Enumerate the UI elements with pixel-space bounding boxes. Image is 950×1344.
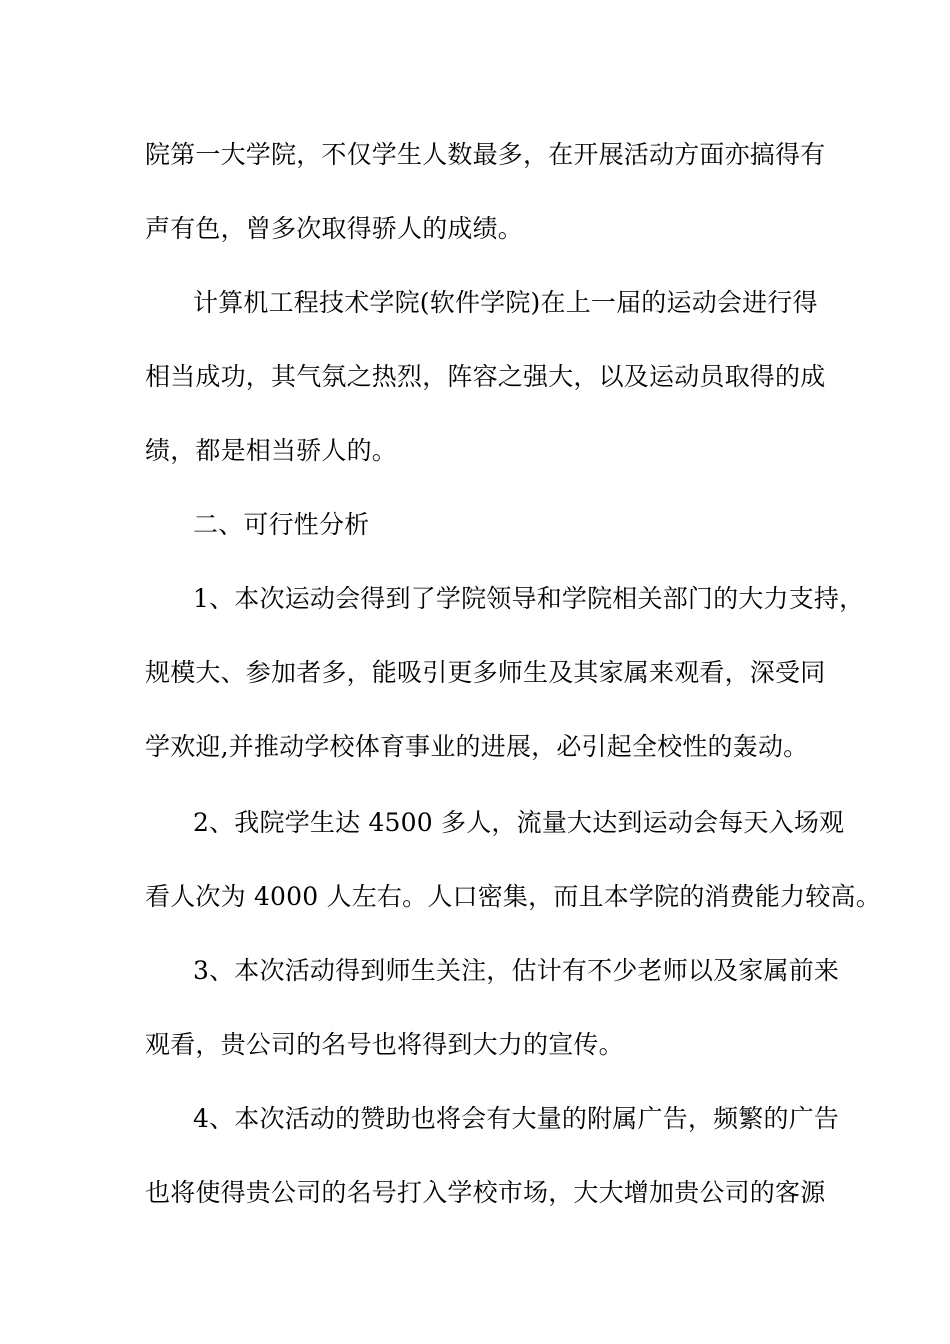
paragraph-start: 2、我院学生达 4500 多人，流量大达到运动会每天入场观 [193, 808, 845, 837]
text-line: 规模大、参加者多，能吸引更多师生及其家属来观看，深受同 [145, 658, 826, 687]
paragraph-start: 3、本次活动得到师生关注，估计有不少老师以及家属前来 [193, 956, 840, 985]
text-line: 声有色，曾多次取得骄人的成绩。 [145, 214, 524, 243]
text-line: 观看，贵公司的名号也将得到大力的宣传。 [145, 1030, 624, 1059]
text-line: 院第一大学院，不仅学生人数最多，在开展活动方面亦搞得有 [145, 140, 826, 169]
text-line: 绩，都是相当骄人的。 [145, 436, 398, 465]
section-heading: 二、可行性分析 [193, 510, 370, 539]
paragraph-start: 4、本次活动的赞助也将会有大量的附属广告，频繁的广告 [193, 1104, 840, 1133]
paragraph-start: 计算机工程技术学院(软件学院)在上一届的运动会进行得 [193, 288, 818, 317]
text-line: 学欢迎,并推动学校体育事业的进展，必引起全校性的轰动。 [145, 732, 809, 761]
text-line: 看人次为 4000 人左右。人口密集，而且本学院的消费能力较高。 [145, 882, 881, 911]
text-line: 相当成功，其气氛之热烈，阵容之强大，以及运动员取得的成 [145, 362, 826, 391]
text-line: 也将使得贵公司的名号打入学校市场，大大增加贵公司的客源 [145, 1178, 826, 1207]
paragraph-start: 1、本次运动会得到了学院领导和学院相关部门的大力支持， [193, 584, 865, 613]
